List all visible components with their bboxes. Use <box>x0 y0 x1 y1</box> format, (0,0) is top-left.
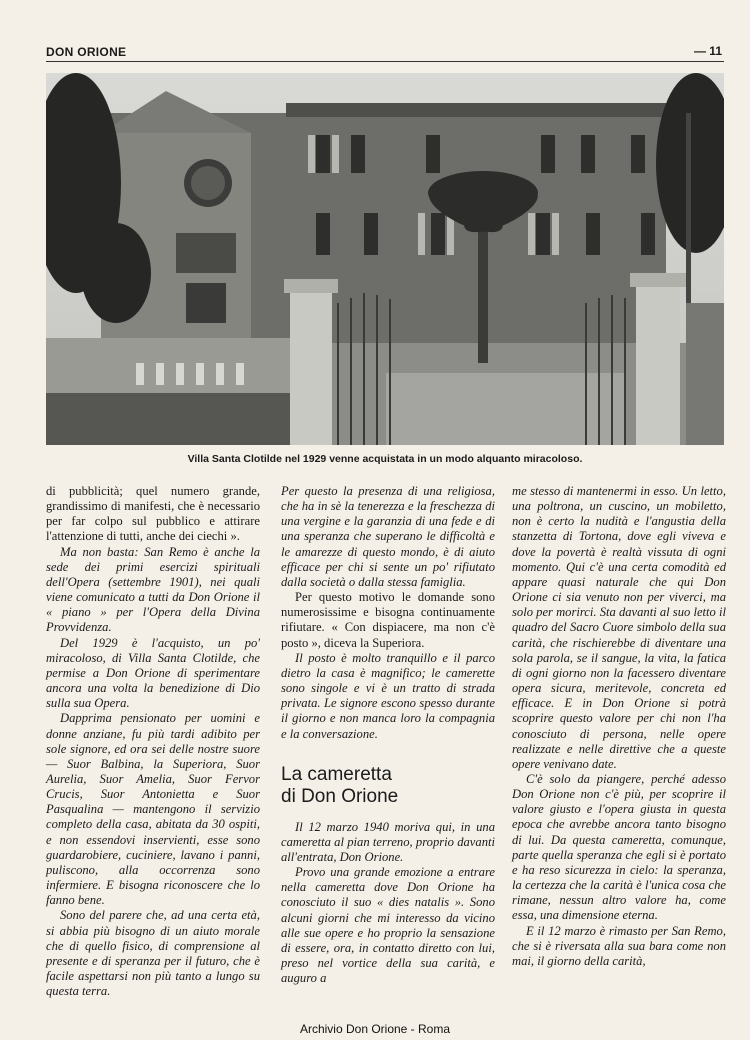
subtitle-line: di Don Orione <box>281 785 399 807</box>
paragraph: Il 12 marzo 1940 moriva qui, in una cameretta al pian terreno, proprio davanti all'entrata, Don Orione. <box>281 819 495 864</box>
paragraph: Per questo motivo le domande sono numerosissime e bisogna continuamente rifiutare. « Con dispiacere, ma non c'è posto », diceva la Superiora. <box>281 590 495 650</box>
column-3 <box>512 484 726 969</box>
header-rule <box>46 61 724 62</box>
page-number: — 11 <box>693 44 722 58</box>
paragraph: Provo una grande emozione a entrare nella cameretta dove Don Orione ha conosciuto il suo « dies natalis ». Sono alcuni giorni che mi interesso da vicino alle sue opere e ho proprio la sensazione di essere, ora, in contatto diretto con lui, preso nel vortice della sua carità, e auguro a <box>281 865 495 986</box>
paragraph: E il 12 marzo è rimasto per San Remo, che si è riversata alla sua bara come non mai, il giorno della carità, <box>512 923 726 968</box>
paragraph: C'è solo da piangere, perché adesso Don Orione non c'è più, per scoprire il valore giusto e l'opera giusta in questa epoca che avrebbe ancora tanto bisogno di lui. Da questa cameretta, comunque, parte quella speranza che egli si è portato e ha reso sicurezza in cielo: la speranza, la certezza che la carità è l'unica cosa che rimane, nessun altro valore ha, come essa, una dimensione eterna. <box>512 771 726 923</box>
column-2 <box>281 484 495 986</box>
paragraph: Sono del parere che, ad una certa età, si abbia più bisogno di un aiuto morale che di quello fisico, di comprensione al presente e di speranza per il futuro, che è facile aspettarsi non più tanto a lungo su questa terra. <box>46 908 260 999</box>
subtitle-line: La cameretta <box>281 763 392 785</box>
paragraph: di pubblicità; quel numero grande, grandissimo di manifesti, che è necessario per far colpo sul pubblico e attirare l'attenzione di tutti, anche dei ciechi ». <box>46 484 260 544</box>
paragraph: Il posto è molto tranquillo e il parco dietro la casa è magnifico; le camerette sono singole e vi è un tratto di strada privata. Le signore escono spesso durante il giorno e non manca loro la compagnia e la conversazione. <box>281 650 495 741</box>
villa-photo <box>46 73 724 445</box>
paragraph: Del 1929 è l'acquisto, un po' miracoloso, di Villa Santa Clotilde, che permise a Don Orione di sperimentare ancora una volta la benedizione di Dio sulla sua Opera. <box>46 635 260 711</box>
paragraph: me stesso di mantenermi in esso. Un letto, una poltrona, un cuscino, un mobiletto, non è certo la nudità e l'angustia della stanzetta di Tortona, dove egli viveva e dove la povertà è realtà vissuta di ogni momento. Qui c'è una certa comodità ed appare quasi naturale che qui Don Orione ci sia venuto non per viverci, ma solo per morirci. Sta davanti al suo letto il quadro del Sacro Cuore simbolo della sua carità, che rischierebbe di diventare una sola parola, se il sangue, la vita, la fatica di ogni giorno non la facessero diventare opera sicura, meritevole, concreta ed efficace. E in Don Orione si potrà scoprire questo valore per chi non l'ha conosciuto di persona, nelle opere realizzate e nelle direttive che a queste opere venivano date. <box>512 484 726 771</box>
photo-caption: Villa Santa Clotilde nel 1929 venne acquistata in un modo alquanto miracoloso. <box>187 453 583 465</box>
running-header: DON ORIONE <box>46 45 127 59</box>
section-subtitle <box>281 764 495 808</box>
paragraph: Per questo la presenza di una religiosa, che ha in sè la tenerezza e la freschezza di una vergine e la garanzia di una fede e di una speranza che superano le difficoltà e le amarezze di questo mondo, è di aiuto efficace per chi si sente un po' rifiutato dalla società o dalla stessa famiglia. <box>281 484 495 589</box>
archive-footer: Archivio Don Orione - Roma <box>299 1022 451 1036</box>
paragraph: Ma non basta: San Remo è anche la sede dei primi esercizi spirituali dell'Opera (settembre 1901), nei quali viene comunicato a tutti da Don Orione il « piano » per l'Opera della Divina Provvidenza. <box>46 544 260 635</box>
paragraph: Dapprima pensionato per uomini e donne anziane, fu più tardi adibito per sole signore, ed ora sei delle nostre suore — Suor Balbina, la Superiora, Suor Aurelia, Suor Amelia, Suor Fervor Crucis, Suor Antonietta e Suor Pasqualina — mantengono il servizio completo della casa, abitata da 30 ospiti, e non essendovi inservienti, esse sono guardarobiere, cuciniere, lavano i panni, puliscono, alla occorrenza sono infermiere. E bisogna riconoscere che lo fanno bene. <box>46 711 260 908</box>
column-1 <box>46 484 260 999</box>
